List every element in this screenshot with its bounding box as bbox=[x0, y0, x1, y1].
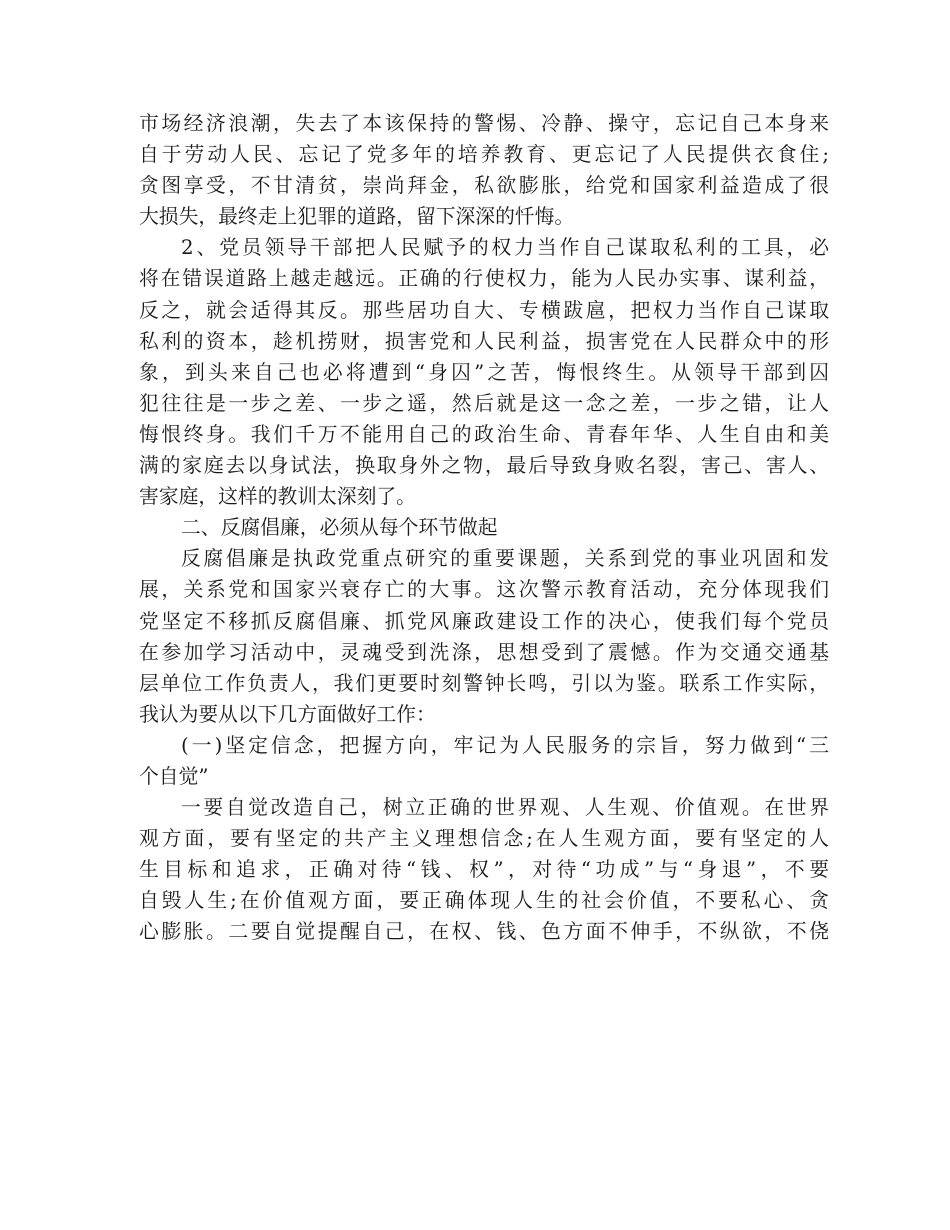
text-line: 展，关系党和国家兴衰存亡的大事。这次警示教育活动，充分体现我们 bbox=[139, 578, 829, 602]
text-line: 自于劳动人民、忘记了党多年的培养教育、更忘记了人民提供衣食住; bbox=[139, 143, 829, 167]
text-line: 害家庭，这样的教训太深刻了。 bbox=[139, 485, 416, 509]
text-line: 党坚定不移抓反腐倡廉、抓党风廉政建设工作的决心，使我们每个党员 bbox=[139, 609, 829, 633]
subsection-heading: 个自觉” bbox=[139, 764, 209, 788]
text-line: 观方面，要有坚定的共产主义理想信念;在人生观方面，要有坚定的人 bbox=[139, 827, 829, 851]
text-line: 层单位工作负责人，我们更要时刻警钟长鸣，引以为鉴。联系工作实际， bbox=[139, 671, 829, 695]
text-line: 满的家庭去以身试法，换取身外之物，最后导致身败名裂，害己、害人、 bbox=[139, 454, 829, 478]
text-line: 心膨胀。二要自觉提醒自己，在权、钱、色方面不伸手，不纵欲，不侥 bbox=[139, 920, 829, 944]
text-line: 象，到头来自己也必将遭到“身囚”之苦，悔恨终生。从领导干部到囚 bbox=[139, 360, 829, 384]
text-line: 自毁人生;在价值观方面，要正确体现人生的社会价值，不要私心、贪 bbox=[139, 889, 829, 913]
text-line: 反之，就会适得其反。那些居功自大、专横跋扈，把权力当作自己谋取 bbox=[139, 298, 829, 322]
text-line: 悔恨终身。我们千万不能用自己的政治生命、青春年华、人生自由和美 bbox=[139, 422, 829, 446]
text-line: 反腐倡廉是执政党重点研究的重要课题，关系到党的事业巩固和发 bbox=[181, 547, 829, 571]
text-line: 私利的资本，趁机捞财，损害党和人民利益，损害党在人民群众中的形 bbox=[139, 329, 829, 353]
text-line: 市场经济浪潮，失去了本该保持的警惕、冷静、操守，忘记自己本身来 bbox=[139, 112, 829, 135]
text-line: 2、党员领导干部把人民赋予的权力当作自己谋取私利的工具，必 bbox=[181, 236, 829, 260]
text-line: 犯往往是一步之差、一步之遥，然后就是这一念之差，一步之错，让人 bbox=[139, 391, 829, 415]
text-line: 一要自觉改造自己，树立正确的世界观、人生观、价值观。在世界 bbox=[181, 796, 829, 820]
section-heading: 二、反腐倡廉，必须从每个环节做起 bbox=[181, 516, 498, 540]
text-line: 将在错误道路上越走越远。正确的行使权力，能为人民办实事、谋利益， bbox=[139, 267, 829, 291]
text-line: 在参加学习活动中，灵魂受到洗涤，思想受到了震憾。作为交通交通基 bbox=[139, 640, 829, 664]
text-line: 大损失，最终走上犯罪的道路，留下深深的忏悔。 bbox=[139, 205, 575, 229]
text-line: 生目标和追求，正确对待“钱、权”，对待“功成”与“身退”，不要 bbox=[139, 858, 829, 882]
text-line: 贪图享受，不甘清贫，崇尚拜金，私欲膨胀，给党和国家利益造成了很 bbox=[139, 174, 829, 198]
text-line: 我认为要从以下几方面做好工作： bbox=[139, 702, 436, 726]
subsection-heading: (一)坚定信念，把握方向，牢记为人民服务的宗旨，努力做到“三 bbox=[181, 733, 829, 757]
